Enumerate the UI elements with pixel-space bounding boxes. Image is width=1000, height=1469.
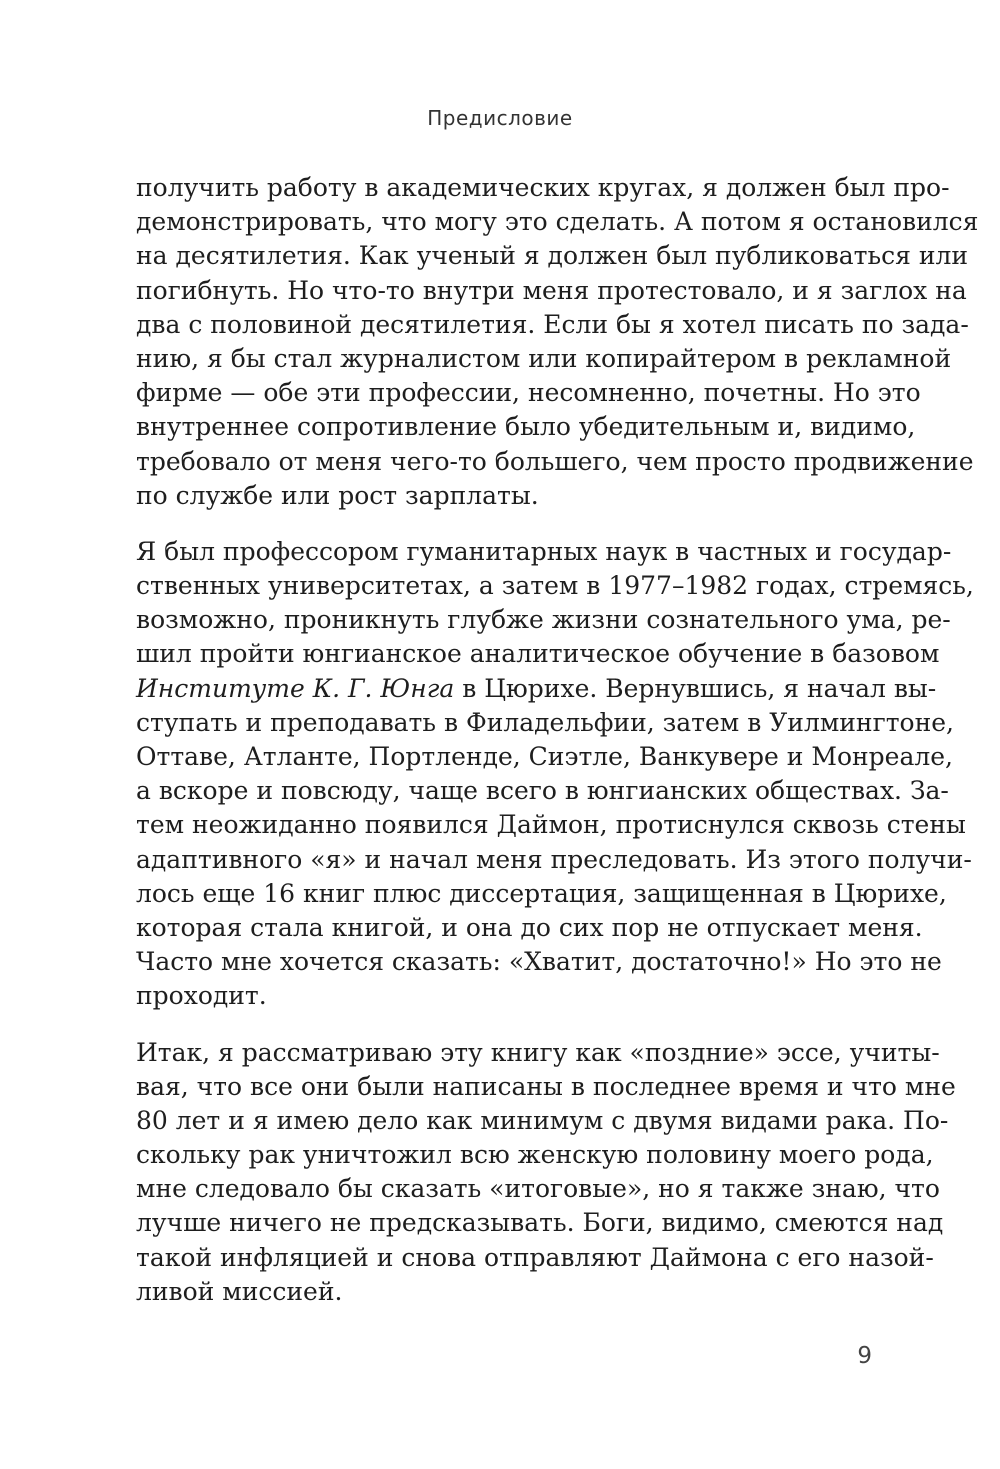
text-line: требовало от меня чего-то большего, чем просто продвижение <box>136 446 974 476</box>
text-line: скольку рак уничтожил всю женскую половину моего рода, <box>136 1140 934 1170</box>
text-line: такой инфляцией и снова отправляют Даймона с его назой- <box>136 1242 934 1272</box>
text-line: внутреннее сопротивление было убедительным и, видимо, <box>136 412 916 442</box>
text-line: фирме — обе эти профессии, несомненно, почетны. Но это <box>136 378 921 408</box>
text-line: вая, что все они были написаны в последнее время и что мне <box>136 1071 956 1101</box>
text-line: лучше ничего не предсказывать. Боги, видимо, смеются над <box>136 1208 944 1238</box>
text-line: ливой миссией. <box>136 1276 343 1306</box>
text-line: 80 лет и я имею дело как минимум с двумя видами рака. По- <box>136 1105 949 1135</box>
text-line: проходит. <box>136 981 267 1011</box>
body-text <box>136 171 979 1331</box>
text-line: ственных университетах, а затем в 1977–1982 годах, стремясь, <box>136 571 974 601</box>
text-line: мне следовало бы сказать «итоговые», но я также знаю, что <box>136 1174 940 1204</box>
text-line: Я был профессором гуманитарных наук в частных и государ- <box>136 536 952 566</box>
page-number: 9 <box>857 1343 872 1369</box>
text-line: нию, я бы стал журналистом или копирайтером в рекламной <box>136 343 952 373</box>
text-line: ступать и преподавать в Филадельфии, затем в Уилмингтоне, <box>136 707 954 737</box>
text-line: тем неожиданно появился Даймон, протиснулся сквозь стены <box>136 810 966 840</box>
institute-name: Институте К. Г. Юнга <box>136 673 455 703</box>
text-line: получить работу в академических кругах, я должен был про- <box>136 173 950 202</box>
text-line: по службе или рост зарплаты. <box>136 480 539 510</box>
text-line-rest: в Цюрихе. Вернувшись, я начал вы- <box>454 673 937 703</box>
text-line: шил пройти юнгианское аналитическое обучение в базовом <box>136 639 940 669</box>
text-line: Оттаве, Атланте, Портленде, Сиэтле, Ванкувере и Монреале, <box>136 742 953 771</box>
text-line: а вскоре и повсюду, чаще всего в юнгианских обществах. За- <box>136 776 949 806</box>
text-line: лось еще 16 книг плюс диссертация, защищенная в Цюрихе, <box>136 878 947 908</box>
paragraph-1 <box>136 171 979 513</box>
running-head: Предисловие <box>427 106 573 130</box>
text-line: на десятилетия. Как ученый я должен был публиковаться или <box>136 241 969 271</box>
paragraph-2 <box>136 535 974 1014</box>
text-line: погибнуть. Но что-то внутри меня протестовало, и я заглох на <box>136 275 967 305</box>
text-line: которая стала книгой, и она до сих пор не отпускает меня. <box>136 912 923 942</box>
text-line <box>136 672 937 706</box>
paragraph-3 <box>136 1036 956 1310</box>
text-line: возможно, проникнуть глубже жизни сознательного ума, ре- <box>136 605 951 635</box>
text-line: демонстрировать, что могу это сделать. А потом я остановился <box>136 207 979 237</box>
text-line: Итак, я рассматриваю эту книгу как «поздние» эссе, учиты- <box>136 1037 940 1067</box>
text-line: Часто мне хочется сказать: «Хватит, достаточно!» Но это не <box>136 947 942 977</box>
text-line: два с половиной десятилетия. Если бы я хотел писать по зада- <box>136 309 969 339</box>
text-line: адаптивного «я» и начал меня преследовать. Из этого получи- <box>136 844 972 874</box>
